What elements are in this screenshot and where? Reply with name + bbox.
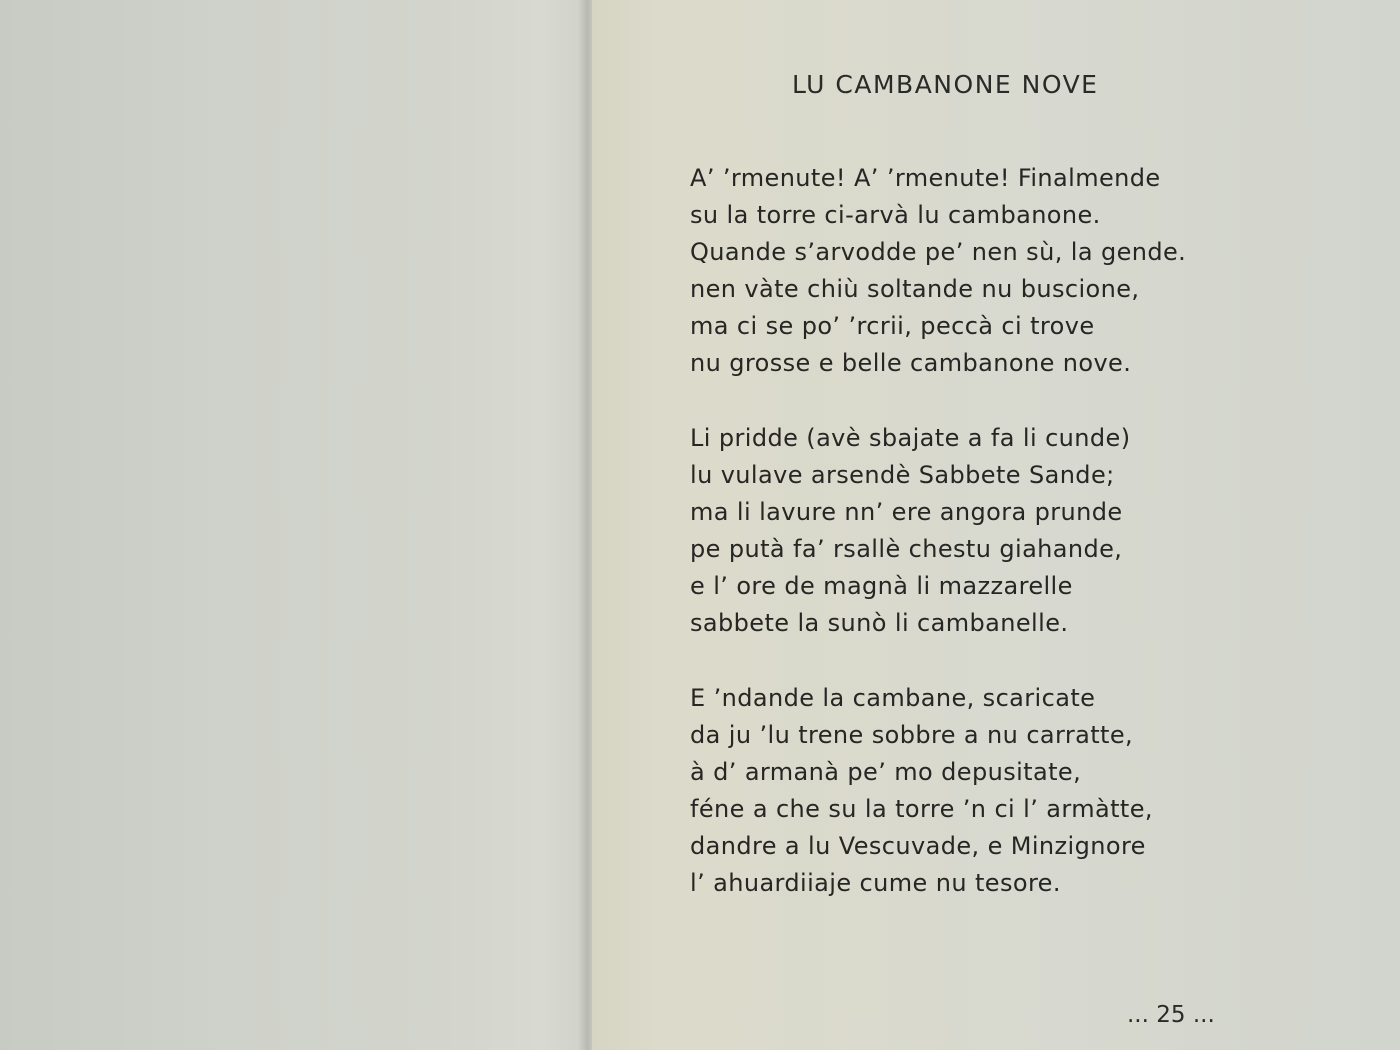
stanza-3 bbox=[690, 680, 1310, 902]
poem-line: su la torre ci-arvà lu cambanone. bbox=[690, 201, 1101, 229]
poem-line: l’ ahuardiiaje cume nu tesore. bbox=[690, 869, 1061, 897]
left-page-blank bbox=[0, 0, 590, 1050]
poem-line: E ’ndande la cambane, scaricate bbox=[690, 684, 1096, 712]
stanza-2 bbox=[690, 420, 1310, 642]
poem-line: Quande s’arvodde pe’ nen sù, la gende. bbox=[690, 238, 1187, 266]
poem-title: LU CAMBANONE NOVE bbox=[792, 70, 1099, 99]
right-page bbox=[592, 0, 1400, 1050]
poem-line: A’ ’rmenute! A’ ’rmenute! Finalmende bbox=[690, 164, 1161, 192]
stanza-1 bbox=[690, 160, 1310, 382]
poem-line: da ju ’lu trene sobbre a nu carratte, bbox=[690, 721, 1134, 749]
poem-line: féne a che su la torre ’n ci l’ armàtte, bbox=[690, 795, 1153, 823]
page-number: ... 25 ... bbox=[1127, 1002, 1215, 1028]
poem-line: lu vulave arsendè Sabbete Sande; bbox=[690, 461, 1115, 489]
poem-line: ma ci se po’ ’rcrii, peccà ci trove bbox=[690, 312, 1095, 340]
poem-line: nen vàte chiù soltande nu buscione, bbox=[690, 275, 1140, 303]
poem-line: à d’ armanà pe’ mo depusitate, bbox=[690, 758, 1082, 786]
poem-line: Li pridde (avè sbajate a fa li cunde) bbox=[690, 424, 1131, 452]
poem-line: sabbete la sunò li cambanelle. bbox=[690, 609, 1069, 637]
poem-line: dandre a lu Vescuvade, e Minzignore bbox=[690, 832, 1146, 860]
poem-line: e l’ ore de magnà li mazzarelle bbox=[690, 572, 1073, 600]
poem-line: pe putà fa’ rsallè chestu giahande, bbox=[690, 535, 1123, 563]
poem-line: nu grosse e belle cambanone nove. bbox=[690, 349, 1132, 377]
poem-line: ma li lavure nn’ ere angora prunde bbox=[690, 498, 1123, 526]
